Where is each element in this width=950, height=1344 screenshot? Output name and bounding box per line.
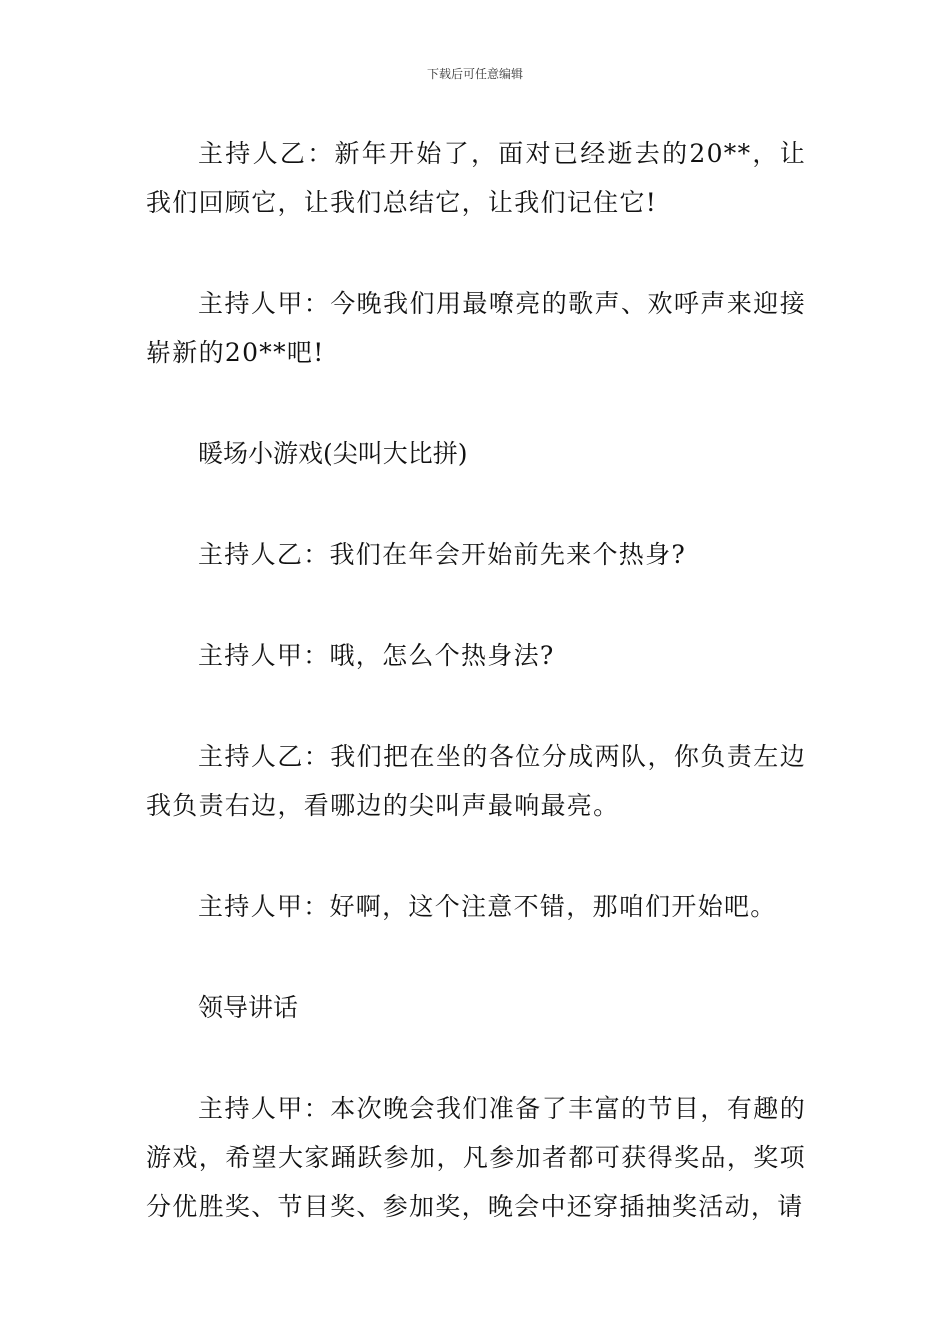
section-heading-warmup-game: 暖场小游戏(尖叫大比拼): [198, 439, 468, 468]
paragraph-host-b-warmup: 主持人乙：我们在年会开始前先来个热身?: [198, 540, 687, 569]
paragraph-host-a-start: 主持人甲：好啊，这个注意不错，那咱们开始吧。: [198, 892, 777, 921]
paragraph-host-a-how: 主持人甲：哦，怎么个热身法?: [198, 641, 555, 670]
document-body: [146, 129, 806, 1231]
paragraph-host-a-welcome: 主持人甲：今晚我们用最嘹亮的歌声、欢呼声来迎接崭新的20**吧!: [146, 289, 806, 367]
paragraph-host-b-new-year: 主持人乙：新年开始了，面对已经逝去的20**，让我们回顾它，让我们总结它，让我们记住它!: [146, 139, 806, 217]
paragraph-host-b-teams: 主持人乙：我们把在坐的各位分成两队，你负责左边我负责右边，看哪边的尖叫声最响最亮。: [146, 742, 806, 820]
page-header-note: 下载后可任意编辑: [426, 67, 523, 81]
paragraph-host-a-program: 主持人甲：本次晚会我们准备了丰富的节目，有趣的游戏，希望大家踊跃参加，凡参加者都可获得奖品，奖项分优胜奖、节目奖、参加奖，晚会中还穿插抽奖活动，请: [146, 1094, 806, 1221]
section-heading-leader-speech: 领导讲话: [198, 993, 299, 1022]
